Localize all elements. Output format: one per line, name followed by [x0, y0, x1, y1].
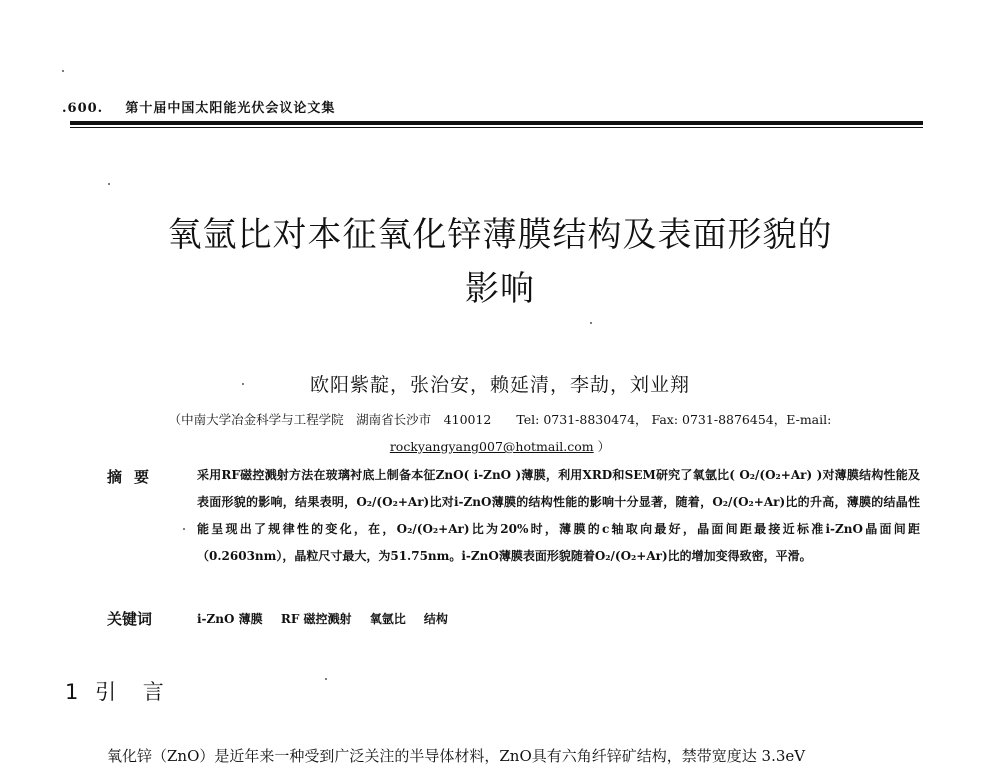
abstract-label: 摘要: [107, 468, 162, 486]
paper-title: [100, 208, 900, 316]
section-number: 1: [65, 680, 79, 704]
scan-speck: [183, 528, 185, 530]
keywords-list: [197, 610, 462, 627]
title-line-2: 影响: [465, 269, 535, 309]
page-number: .600.: [62, 101, 104, 116]
section-title-part-2: 言: [142, 680, 164, 704]
title-line-1: 氧氩比对本征氧化锌薄膜结构及表面形貌的: [167, 215, 833, 255]
scan-speck: [62, 70, 64, 72]
scan-speck: [242, 383, 244, 385]
journal-title: 第十届中国太阳能光伏会议论文集: [125, 101, 336, 116]
section-title-part-1: 引: [95, 680, 117, 704]
running-header: [62, 97, 335, 116]
keyword-item: RF 磁控溅射: [280, 612, 352, 626]
scan-speck: [590, 322, 592, 324]
keyword-item: 氧氩比: [369, 612, 406, 626]
scan-speck: [325, 678, 327, 680]
keyword-item: 结构: [423, 612, 448, 626]
header-rule-thin: [70, 127, 923, 128]
section-heading-introduction: [65, 676, 164, 706]
affiliation-close: ）: [597, 439, 611, 454]
keywords-label: 关键词: [107, 610, 153, 628]
author-list: 欧阳紫靛，张治安，赖延清，李劼，刘业翔: [309, 374, 690, 396]
header-rule-thick: [70, 121, 923, 125]
email-address[interactable]: rockyangyang007@hotmail.com: [389, 439, 594, 454]
abstract-text: 采用RF磁控溅射方法在玻璃衬底上制备本征ZnO( i-ZnO )薄膜，利用XRD和SEM研究了氧氩比( O₂/(O₂+Ar) )对薄膜结构性能及表面形貌的影响，结果表明，O₂/(O₂+Ar)比对i-ZnO薄膜的结构性能的影响十分显著，随着，O₂/(O₂+Ar)比的升高，薄膜的结晶性能呈现出了规律性的变化，在，O₂/(O₂+Ar)比为20%时，薄膜的c轴取向最好，晶面间距最接近标准i-ZnO晶面间距（0.2603nm），晶粒尺寸最大，为51.75nm。i-ZnO薄膜表面形貌随着O₂/(O₂+Ar)比的增加变得致密，平滑。: [197, 468, 920, 563]
affiliation: （中南大学冶金科学与工程学院 湖南省长沙市 410012 Tel: 0731-8830474， Fax: 0731-8876454，E-mail:: [168, 412, 832, 427]
scan-speck: [108, 183, 110, 185]
body-paragraph: 氧化锌（ZnO）是近年来一种受到广泛关注的半导体材料，ZnO具有六角纤锌矿结构，禁带宽度达 3.3eV: [107, 747, 806, 765]
keyword-item: i-ZnO 薄膜: [197, 612, 263, 626]
email-line: [300, 437, 700, 455]
